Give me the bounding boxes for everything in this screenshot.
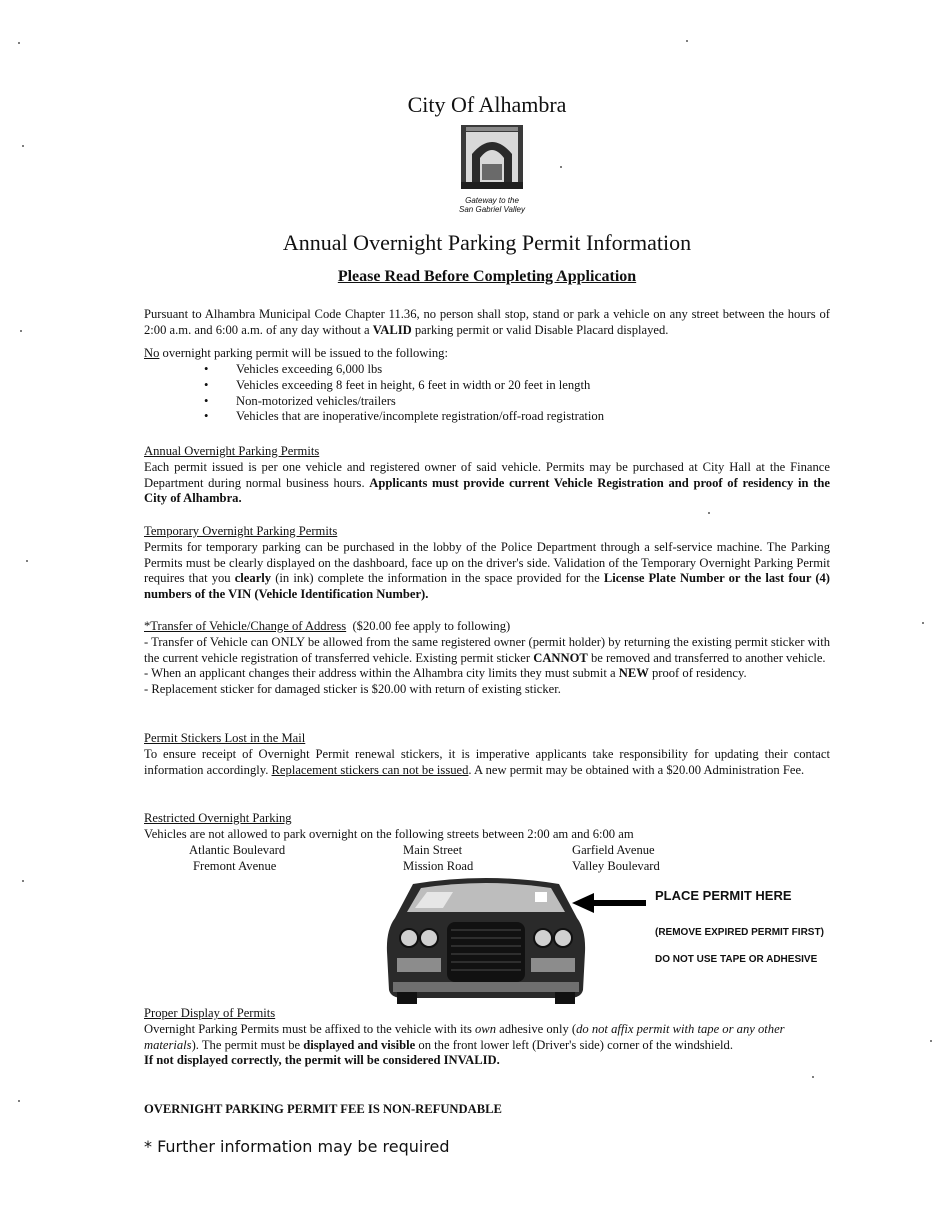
transfer-line2-a: - When an applicant changes their address within the Alhambra city limits they must submit a (144, 666, 619, 681)
city-seal-icon (460, 124, 524, 190)
display-text-c: ). The permit must be (191, 1037, 304, 1052)
transfer-line2-b: proof of residency. (648, 666, 747, 681)
annual-text-bold: Applicants must provide current Vehicle Registration and proof of residency in the City of Alhambra. (144, 475, 830, 506)
place-permit-label: PLACE PERMIT HERE (655, 888, 792, 903)
restrictions-lead-rest: overnight parking permit will be issued to the following: (159, 346, 448, 360)
seal-caption-line2: San Gabriel Valley (459, 205, 525, 214)
transfer-line1-bold: CANNOT (533, 650, 588, 665)
scan-speck (922, 622, 924, 624)
display-text-b: adhesive only ( (496, 1021, 577, 1036)
document-subtitle: Please Read Before Completing Application (337, 268, 637, 285)
temporary-text-bold: License Plate Number or the last four (4) numbers of the VIN (Vehicle Identification Number). (144, 571, 831, 602)
temporary-text-a: Permits for temporary parking can be purchased in the lobby of the Police Department through a self-service machine. The Parking Permits must be clearly displayed on the dashboard, face up on the driver's side. Validation of the Temporary Overnight Parking Permit requires that you (144, 539, 830, 586)
list-item: • Vehicles exceeding 8 feet in height, 6 feet in width or 20 feet in length (204, 378, 804, 394)
scan-speck (930, 1040, 932, 1042)
seal-caption-line1: Gateway to the (465, 196, 519, 205)
display-text-italic: do not affix permit with tape or any other materials (144, 1021, 785, 1052)
intro-text-a: Pursuant to Alhambra Municipal Code Chapter 11.36, no person shall stop, stand or park a vehicle on any street between the hours of 2:00 a.m. and 6:00 a.m. of any day without a (144, 307, 830, 337)
display-text-a: Overnight Parking Permits must be affixed to the vehicle with its (144, 1021, 475, 1036)
temporary-clearly: clearly (234, 571, 272, 586)
transfer-fee-note: ($20.00 fee apply to following) (352, 619, 511, 633)
intro-paragraph (144, 307, 830, 339)
display-text-d: on the front lower left (Driver's side) corner of the windshield. (415, 1037, 733, 1052)
street-name: Valley Boulevard (572, 858, 660, 873)
list-item: • Vehicles exceeding 6,000 lbs (204, 362, 804, 378)
scan-speck (18, 42, 20, 44)
restricted-heading: Restricted Overnight Parking (144, 811, 292, 825)
temporary-heading: Temporary Overnight Parking Permits (144, 524, 338, 538)
scan-speck (20, 330, 22, 332)
restrictions-lead (144, 346, 830, 362)
lost-heading: Permit Stickers Lost in the Mail (144, 731, 306, 745)
no-tape-label: DO NOT USE TAPE OR ADHESIVE (655, 954, 818, 965)
scan-speck (22, 145, 24, 147)
street-name: Atlantic Boulevard (189, 843, 286, 857)
scan-speck (18, 1100, 20, 1102)
lost-text-b: . A new permit may be obtained with a $20.00 Administration Fee. (468, 762, 805, 777)
restricted-text: Vehicles are not allowed to park overnight on the following streets between 2:00 am and 6:00 am (144, 826, 634, 841)
display-heading: Proper Display of Permits (144, 1006, 276, 1020)
lost-text-a: To ensure receipt of Overnight Permit renewal stickers, it is imperative applicants take responsibility for updating their contact information accordingly. (144, 746, 830, 777)
remove-expired-label: (REMOVE EXPIRED PERMIT FIRST) (655, 927, 824, 938)
transfer-line3: - Replacement sticker for damaged sticker is $20.00 with return of existing sticker. (144, 682, 561, 697)
annual-text: Each permit issued is per one vehicle and registered owner of said vehicle. Permits may be purchased at City Hall at the Finance Department during normal business hours. (144, 459, 830, 490)
display-section (144, 1006, 824, 1069)
street-name: Fremont Avenue (193, 858, 277, 873)
fee-notice: OVERNIGHT PARKING PERMIT FEE IS NON-REFUNDABLE (144, 1102, 502, 1116)
scan-speck (560, 166, 562, 168)
scan-speck (686, 40, 688, 42)
scan-speck (26, 560, 28, 562)
transfer-line2-bold: NEW (618, 666, 649, 681)
restrictions-list (204, 362, 804, 425)
street-name: Garfield Avenue (572, 843, 655, 857)
streets-column-1 (189, 843, 285, 875)
arrow-left-icon (572, 892, 646, 914)
intro-text-b: parking permit or valid Disable Placard displayed. (411, 322, 669, 337)
lost-text-underlined: Replacement stickers can not be issued (271, 762, 469, 777)
street-name: Main Street (403, 843, 463, 857)
annual-section (144, 444, 830, 507)
temporary-text-b: (in ink) complete the information in the space provided for the (271, 571, 604, 586)
list-item: • Non-motorized vehicles/trailers (204, 394, 804, 410)
car-front-icon (383, 870, 589, 1006)
transfer-section (144, 619, 830, 698)
list-item: • Vehicles that are inoperative/incomplete registration/off-road registration (204, 409, 804, 425)
transfer-line1-b: be removed and transferred to another vehicle. (587, 650, 826, 665)
city-name: City Of Alhambra (407, 92, 567, 117)
scan-speck (708, 512, 710, 514)
transfer-heading: *Transfer of Vehicle/Change of Address (144, 619, 347, 633)
street-name: Mission Road (403, 858, 474, 873)
document-title: Annual Overnight Parking Permit Information (282, 230, 692, 255)
scan-speck (22, 880, 24, 882)
seal-caption (430, 196, 554, 214)
lost-section (144, 731, 830, 778)
display-own: own (475, 1021, 496, 1036)
restricted-section (144, 811, 830, 843)
further-info-note: * Further information may be required (144, 1137, 450, 1156)
display-text-bold: displayed and visible (303, 1037, 416, 1052)
intro-valid: VALID (372, 322, 412, 337)
scan-speck (812, 1076, 814, 1078)
restrictions-lead-no: No (144, 346, 160, 360)
annual-heading: Annual Overnight Parking Permits (144, 444, 320, 458)
temporary-section (144, 524, 830, 603)
display-warning: If not displayed correctly, the permit will be considered INVALID. (144, 1053, 500, 1068)
transfer-line1-a: - Transfer of Vehicle can ONLY be allowed from the same registered owner (permit holder) by returning the existing permit sticker with the current vehicle registration of transferred vehicle. Existing permit sticker (144, 634, 830, 665)
